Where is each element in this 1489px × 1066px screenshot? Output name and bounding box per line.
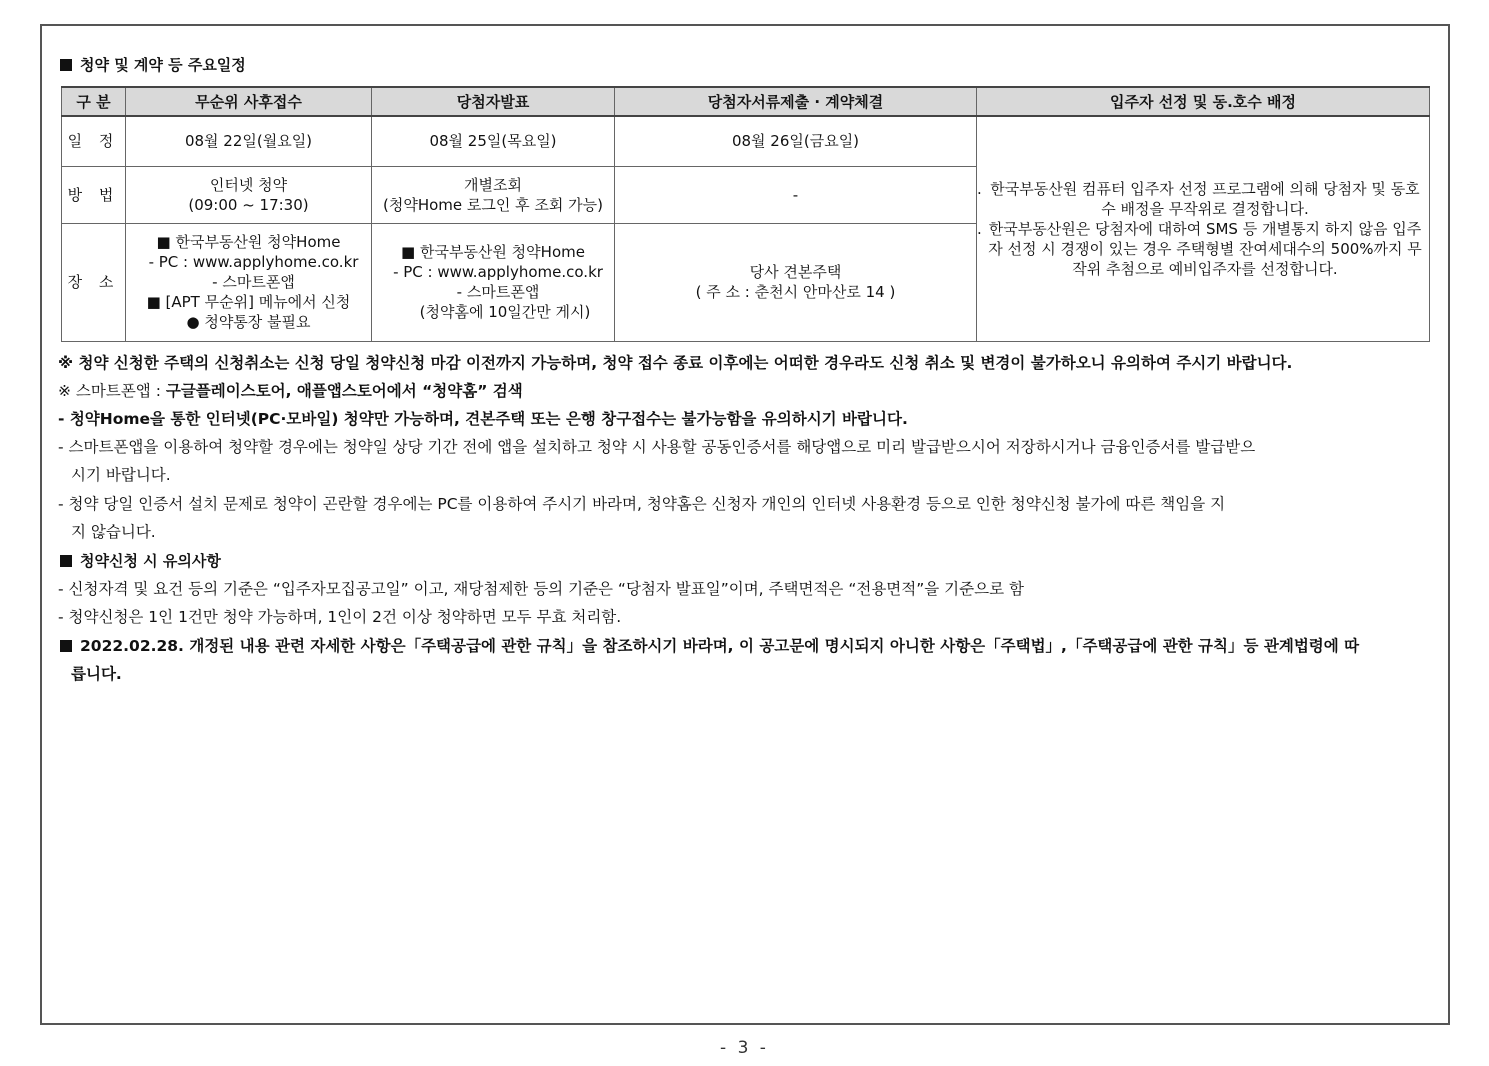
header-contract: 당첨자서류제출 · 계약체결: [615, 87, 977, 116]
note-cancel: ※ 청약 신청한 주택의 신청취소는 신청 당일 청약신청 마감 이전까지 가능하며, 청약 접수 종료 이후에는 어떠한 경우라도 신청 취소 및 변경이 불가하오니 유의하여 주시기 바랍니다.: [58, 354, 1293, 372]
place-announce: [372, 223, 615, 341]
place-announce-item: - 스마트폰앱: [456, 283, 540, 301]
caution-criteria: - 신청자격 및 요건 등의 기준은 “입주자모집공고일” 이고, 재당첨제한 등의 기준은 “당첨자 발표일”이며, 주택면적은 “전용면적”을 기준으로 함: [58, 580, 1024, 598]
note-app-install-line2: 시기 바랍니다.: [71, 466, 171, 484]
note-certificate-line1: - 청약 당일 인증서 설치 문제로 청약이 곤란할 경우에는 PC를 이용하여 주시기 바라며, 청약홈은 신청자 개인의 인터넷 사용환경 등으로 인한 청약신청 불가에 따른 책임을 지: [58, 495, 1226, 513]
table-header-row: [62, 87, 1430, 116]
schedule-contract-date: 08월 26일(금요일): [615, 116, 977, 166]
method-announce-line2: (청약Home 로그인 후 조회 가능): [383, 195, 603, 214]
page-number: - 3 -: [720, 1038, 769, 1058]
section-heading-cautions: [60, 550, 221, 571]
note-internet-only: - 청약Home을 통한 인터넷(PC·모바일) 청약만 가능하며, 견본주택 또는 은행 창구접수는 불가능함을 유의하시기 바랍니다.: [58, 410, 908, 428]
row-label-place: 장 소: [62, 223, 126, 341]
schedule-table: [61, 86, 1430, 342]
note-smartphone-prefix: ※ 스마트폰앱 :: [58, 382, 166, 400]
square-bullet-icon: [60, 59, 72, 71]
method-apply-line2: (09:00 ~ 17:30): [188, 195, 309, 214]
selection-note-cell: [977, 116, 1430, 341]
section-revision-line1: [60, 636, 1359, 656]
method-contract: -: [615, 166, 977, 223]
section-revision-line2: 릅니다.: [71, 665, 122, 683]
place-contract: [615, 223, 977, 341]
row-label-method: 방 법: [62, 166, 126, 223]
method-announce: [372, 166, 615, 223]
place-apply-item: ■ 한국부동산원 청약Home: [156, 233, 341, 251]
table-row-schedule: [62, 116, 1430, 166]
method-apply: [126, 166, 372, 223]
selection-note-2-text: 한국부동산원은 당첨자에 대하여 SMS 등 개별통지 하지 않음 입주자 선정 시 경쟁이 있는 경우 주택형별 잔여세대수의 500%까지 무작위 추첨으로 예비입주자를 선정합니다.: [988, 219, 1422, 278]
row-label-schedule: 일 정: [62, 116, 126, 166]
method-announce-line1: 개별조회: [464, 175, 522, 194]
place-announce-item: - PC : www.applyhome.co.kr: [393, 263, 603, 281]
section-title: 청약 및 계약 등 주요일정: [80, 56, 246, 74]
schedule-apply-date: 08월 22일(월요일): [126, 116, 372, 166]
place-apply-item: ● 청약통장 불필요: [186, 313, 311, 331]
place-apply: [126, 223, 372, 341]
place-apply-item: ■ [APT 무순위] 메뉴에서 신청: [146, 293, 351, 311]
place-announce-item: (청약홈에 10일간만 게시): [419, 303, 591, 321]
place-contract-line2: ( 주 소 : 춘천시 안마산로 14 ): [695, 283, 896, 301]
note-app-install-line1: - 스마트폰앱을 이용하여 청약할 경우에는 청약일 상당 기간 전에 앱을 설치하고 청약 시 사용할 공동인증서를 해당앱으로 미리 발급받으시어 저장하시거나 금융인증서를 발급받으: [58, 438, 1256, 456]
note-smartphone-bold: 구글플레이스토어, 애플앱스토어에서 “청약홈” 검색: [165, 382, 523, 400]
place-apply-item: - PC : www.applyhome.co.kr: [148, 253, 359, 271]
caution-one-application: - 청약신청은 1인 1건만 청약 가능하며, 1인이 2건 이상 청약하면 모두 무효 처리함.: [58, 608, 622, 626]
section-title: 청약신청 시 유의사항: [80, 552, 221, 570]
place-announce-item: ■ 한국부동산원 청약Home: [401, 243, 585, 261]
selection-note-1: . 한국부동산원 컴퓨터 입주자 선정 프로그램에 의해 당첨자 및 동호수 배정을 무작위로 결정합니다.: [977, 179, 1420, 218]
section-heading-schedule: [60, 54, 246, 75]
header-announce: 당첨자발표: [372, 87, 615, 116]
square-bullet-icon: [60, 640, 72, 652]
note-smartphone-app: [58, 381, 523, 401]
place-contract-line1: 당사 견본주택: [749, 263, 842, 281]
revision-text-line1: 2022.02.28. 개정된 내용 관련 자세한 사항은「주택공급에 관한 규칙」을 참조하시기 바라며, 이 공고문에 명시되지 아니한 사항은「주택법」,「주택공급에 관한 규칙」등 관계법령에 따: [80, 637, 1360, 655]
square-bullet-icon: [60, 555, 72, 567]
schedule-announce-date: 08월 25일(목요일): [372, 116, 615, 166]
note-certificate-line2: 지 않습니다.: [71, 523, 156, 541]
selection-note-2: . 한국부동산원은 당첨자에 대하여 SMS 등 개별통지 하지 않음 입주자 선정 시 경쟁이 있는 경우 주택형별 잔여세대수의 500%까지 무작위 추첨으로 예비입주자를 선정합니다.: [977, 219, 1422, 278]
place-apply-item: - 스마트폰앱: [212, 273, 295, 291]
header-apply: 무순위 사후접수: [126, 87, 372, 116]
method-apply-line1: 인터넷 청약: [209, 175, 288, 194]
header-category: 구 분: [62, 87, 126, 116]
header-selection: 입주자 선정 및 동.호수 배정: [977, 87, 1430, 116]
selection-note-1-text: 한국부동산원 컴퓨터 입주자 선정 프로그램에 의해 당첨자 및 동호수 배정을 무작위로 결정합니다.: [990, 179, 1420, 218]
